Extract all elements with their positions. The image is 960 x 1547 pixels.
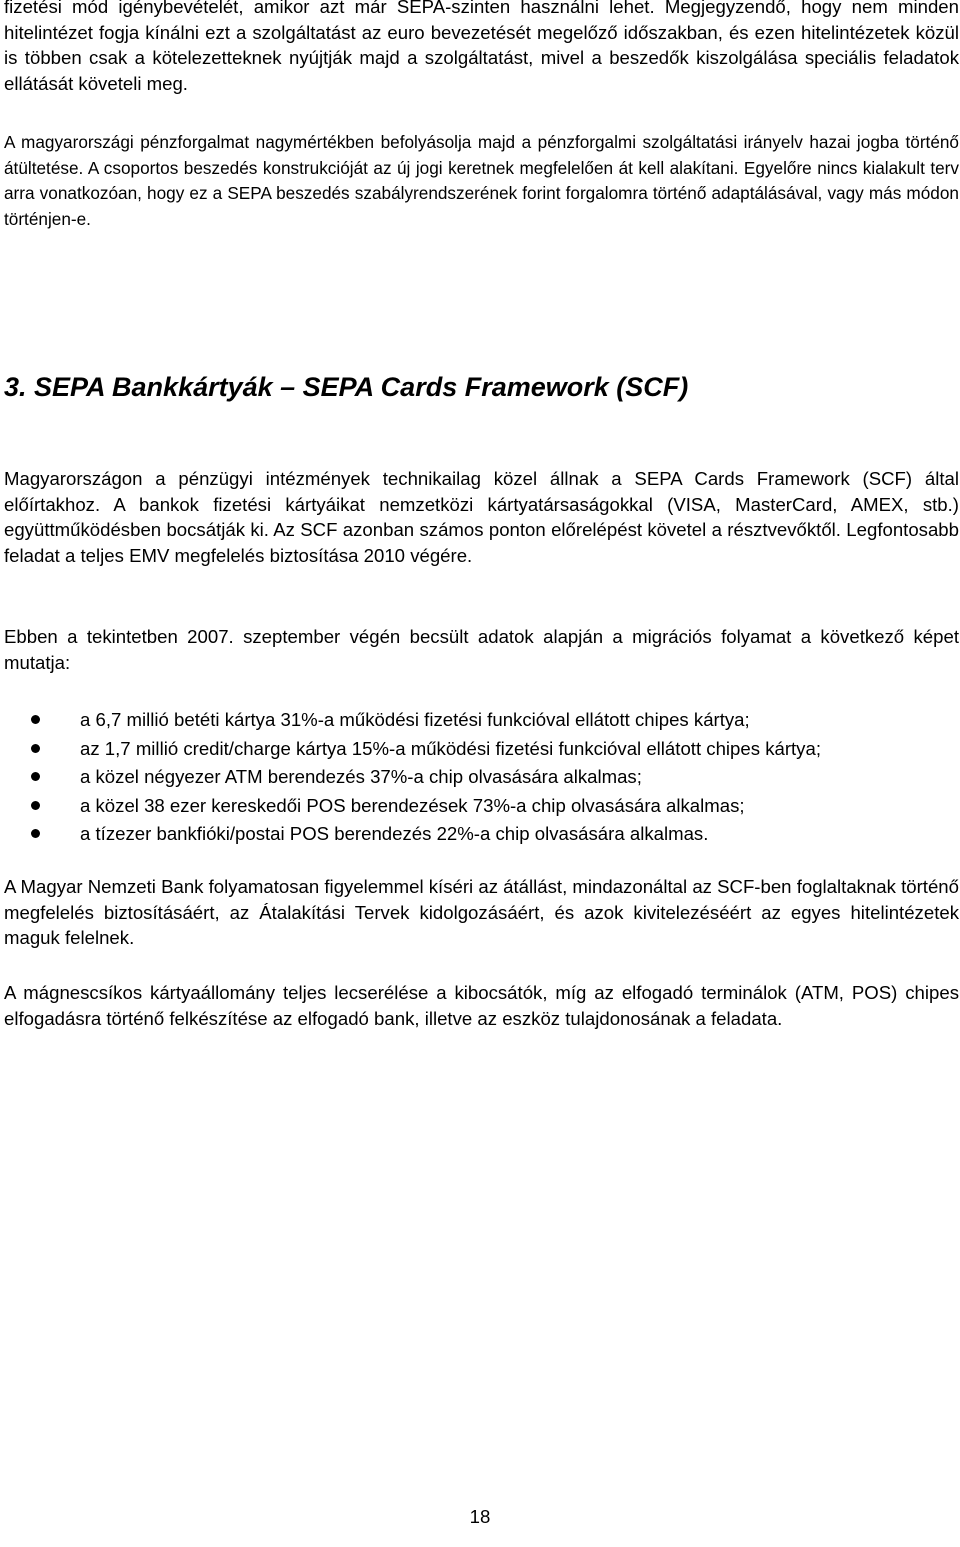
list-item-text: a közel négyezer ATM berendezés 37%-a chip olvasására alkalmas;: [80, 766, 642, 787]
list-item: [4, 735, 959, 764]
paragraph-hungarian-payment-directive: A magyarországi pénzforgalmat nagymértékben befolyásolja majd a pénzforgalmi szolgáltatási irányelv hazai jogba történő átültetése. A csoportos beszedés konstrukcióját az új jogi keretnek megfelelően át kell alakítani. Egyelőre nincs kialakult terv arra vonatkozóan, hogy ez a SEPA beszedés szabályrendszerének forint forgalomra történő adaptálásával, vagy más módon történjen-e.: [4, 132, 959, 229]
bullet-icon: [31, 715, 40, 724]
list-item: [4, 706, 959, 735]
list-item: [4, 820, 959, 849]
paragraph-card-replacement: A mágnescsíkos kártyaállomány teljes lecserélése a kibocsátók, míg az elfogadó terminálok (ATM, POS) chipes elfogadásra történő felkészítése az elfogadó bank, illetve az eszköz tulajdonosának a feladata.: [4, 982, 959, 1029]
bullet-icon: [31, 744, 40, 753]
list-item-text: a 6,7 millió betéti kártya 31%-a működési fizetési funkcióval ellátott chipes kártya;: [80, 709, 750, 730]
migration-status-list: [4, 706, 959, 849]
paragraph-scf-compliance: Magyarországon a pénzügyi intézmények technikailag közel állnak a SEPA Cards Framework (SCF) által előírtakhoz. A bankok fizetési kártyáikat nemzetközi kártyatársaságokkal (VISA, MasterCard, AMEX, stb.) együttműködésben bocsátják ki. Az SCF azonban számos ponton előrelépést követel a résztvevőktől. Legfontosabb feladat a teljes EMV megfelelés biztosítása 2010 végére.: [4, 468, 959, 566]
list-item: [4, 792, 959, 821]
list-item: [4, 763, 959, 792]
list-item-text: a közel 38 ezer kereskedői POS berendezések 73%-a chip olvasására alkalmas;: [80, 794, 745, 816]
bullet-icon: [31, 801, 40, 810]
list-item-text: az 1,7 millió credit/charge kártya 15%-a működési fizetési funkcióval ellátott chipes kártya;: [80, 737, 821, 759]
bullet-icon: [31, 772, 40, 781]
paragraph-migration-intro: Ebben a tekintetben 2007. szeptember végén becsült adatok alapján a migrációs folyamat a következő képet mutatja:: [4, 626, 959, 673]
paragraph-sepa-direct-debit-availability: fizetési mód igénybevételét, amikor azt már SEPA-szinten használni lehet. Megjegyzendő, hogy nem minden hitelintézet fogja kínálni ezt a szolgáltatást az euro bevezetését megelőző időszakban, és ezen hitelintézetek közül is többen csak a kötelezetteknek nyújtják majd a szolgáltatást, mivel a beszedők kiszolgálása speciális feladatok ellátását követeli meg.: [4, 0, 959, 94]
list-item-text: a tízezer bankfióki/postai POS berendezés 22%-a chip olvasására alkalmas.: [80, 823, 709, 844]
paragraph-mnb-monitoring: A Magyar Nemzeti Bank folyamatosan figyelemmel kíséri az átállást, mindazonáltal az SCF-ben foglaltaknak történő megfelelés biztosításáért, az Átalakítási Tervek kidolgozásáért, és azok kivitelezéséért az egyes hitelintézetek maguk felelnek.: [4, 876, 959, 949]
bullet-icon: [31, 829, 40, 838]
page-number: 18: [469, 1506, 491, 1527]
section-heading: 3. SEPA Bankkártyák – SEPA Cards Framework (SCF): [4, 372, 689, 402]
